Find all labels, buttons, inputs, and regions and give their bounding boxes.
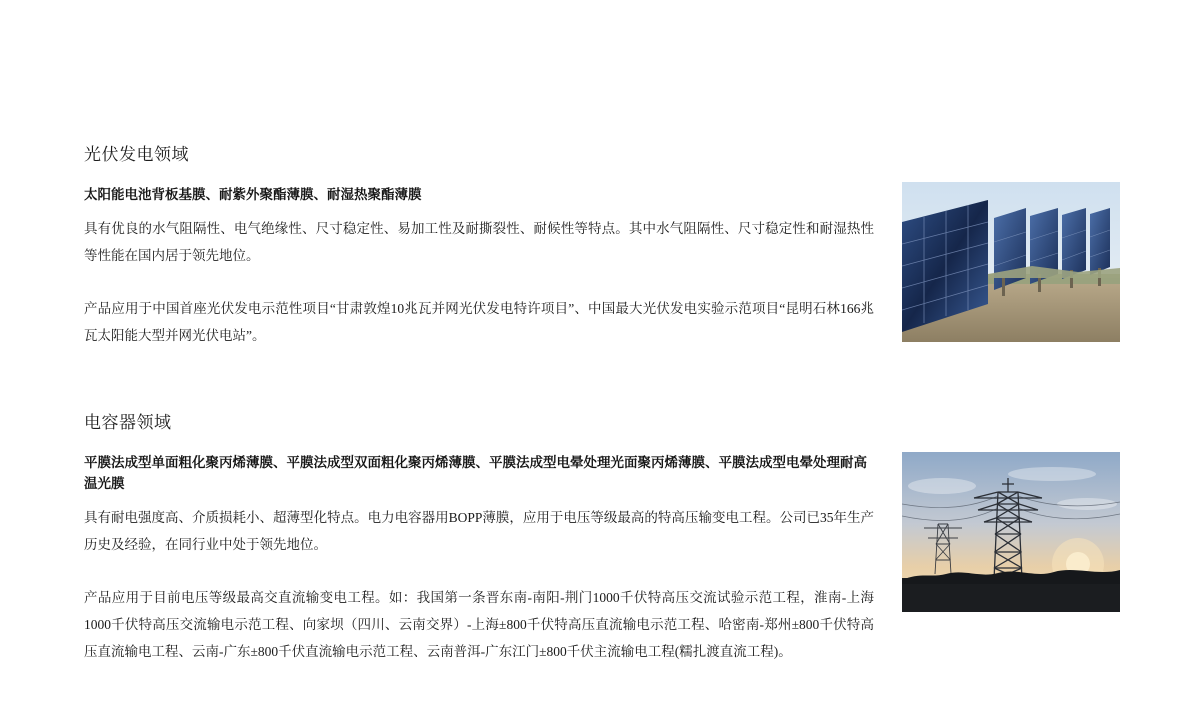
solar-panel-array-photo <box>902 182 1120 342</box>
paragraph-capacitor-applications: 产品应用于目前电压等级最高交直流输变电工程。如：我国第一条晋东南-南阳-荆门1000千伏特高压交流试验示范工程，淮南-上海1000千伏特高压交流输电示范工程、向家坝（四川、云南交界）-上海±800千伏特高压直流输电示范工程、哈密南-郑州±800千伏特高压直流输电工程、云南-广东±800千伏直流输电示范工程、云南普洱-广东江门±800千伏主流输电工程(糯扎渡直流工程)。 <box>84 589 874 659</box>
product-list-photovoltaic: 太阳能电池背板基膜、耐紫外聚酯薄膜、耐湿热聚酯薄膜 <box>84 187 422 202</box>
section-capacitor <box>84 408 874 665</box>
product-list-capacitor: 平膜法成型单面粗化聚丙烯薄膜、平膜法成型双面粗化聚丙烯薄膜、平膜法成型电晕处理光面聚丙烯薄膜、平膜法成型电晕处理耐高温光膜 <box>84 455 867 491</box>
section-photovoltaic <box>84 140 874 349</box>
paragraph-photovoltaic-applications: 产品应用于中国首座光伏发电示范性项目“甘肃敦煌10兆瓦并网光伏发电特许项目”、中国最大光伏发电实验示范项目“昆明石林166兆瓦太阳能大型并网光伏电站”。 <box>84 300 874 343</box>
section-title-capacitor: 电容器领域 <box>84 413 172 432</box>
section-title-photovoltaic: 光伏发电领域 <box>84 145 189 164</box>
paragraph-photovoltaic-features: 具有优良的水气阻隔性、电气绝缘性、尺寸稳定性、易加工性及耐撕裂性、耐候性等特点。其中水气阻隔性、尺寸稳定性和耐湿热性等性能在国内居于领先地位。 <box>84 220 874 263</box>
transmission-tower-photo <box>902 452 1120 612</box>
paragraph-capacitor-features: 具有耐电强度高、介质损耗小、超薄型化特点。电力电容器用BOPP薄膜，应用于电压等级最高的特高压输变电工程。公司已35年生产历史及经验，在同行业中处于领先地位。 <box>84 509 874 552</box>
